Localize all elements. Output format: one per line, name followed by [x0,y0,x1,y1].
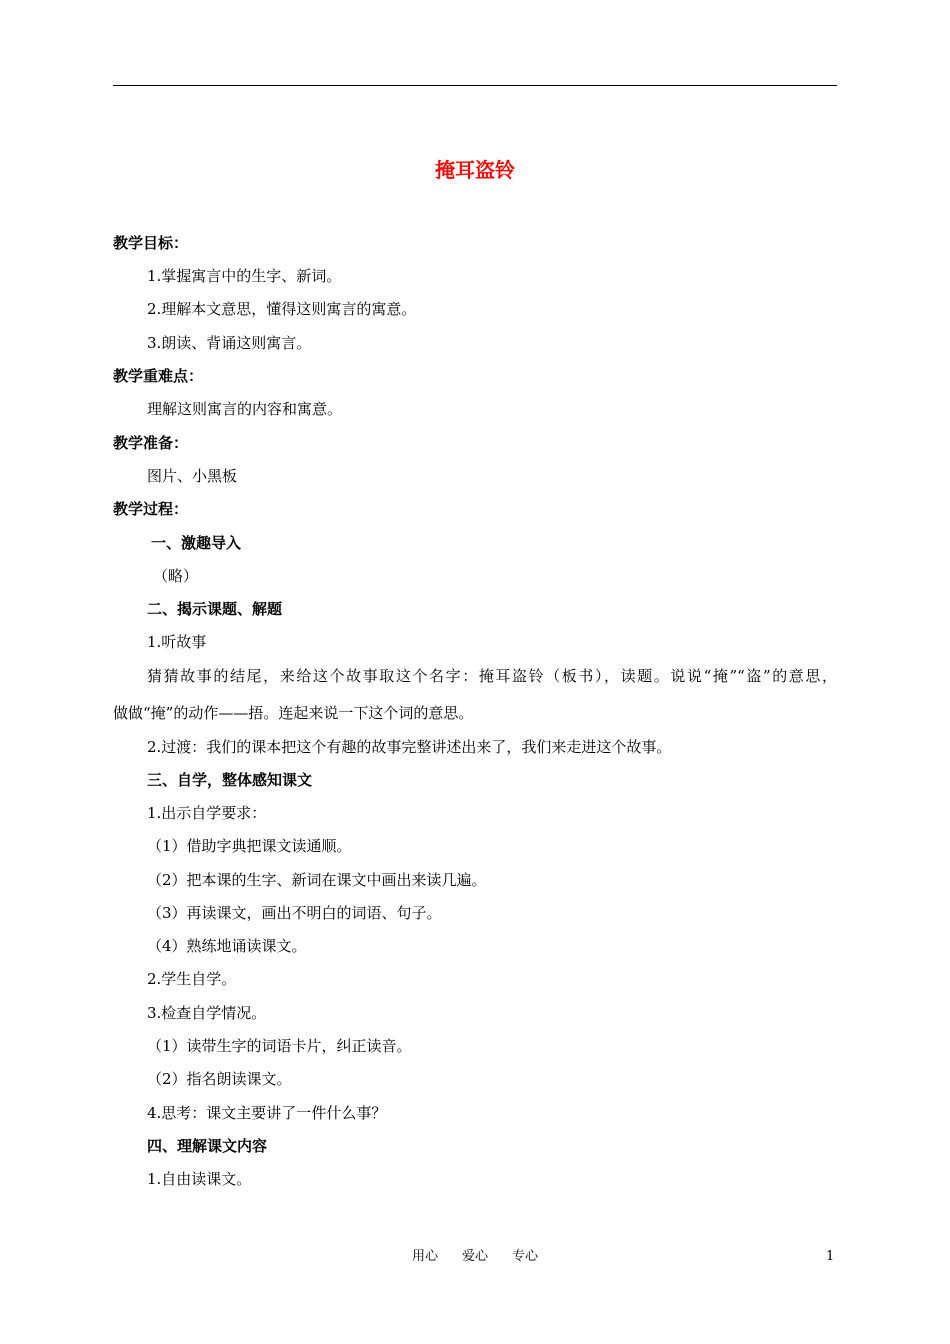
key-points-heading: 教学重难点： [113,367,204,385]
goal-item: 3.朗读、背诵这则寓言。 [147,334,312,352]
step-paragraph-line: 做做“掩”的动作——捂。连起来说一下这个词的意思。 [113,704,474,722]
step-item: 1.自由读课文。 [147,1170,252,1188]
step-sub-item: （1）借助字典把课文读通顺。 [147,837,352,855]
step-paragraph-line: 猜猜故事的结尾，来给这个故事取这个名字：掩耳盗铃（板书），读题。说说“掩”“盗”的意思， [147,667,837,685]
goal-item: 2.理解本文意思，懂得这则寓言的寓意。 [147,300,417,318]
goals-heading: 教学目标： [113,234,189,252]
step-item: 2.过渡：我们的课本把这个有趣的故事完整讲述出来了，我们来走进这个故事。 [147,738,672,756]
step-title: 三、自学，整体感知课文 [147,771,313,789]
goal-item: 1.掌握寓言中的生字、新词。 [147,267,342,285]
step-item: 2.学生自学。 [147,970,237,988]
key-points-text: 理解这则寓言的内容和寓意。 [147,400,343,418]
step-item: 3.检查自学情况。 [147,1004,267,1022]
step-item: 1.出示自学要求： [147,804,267,822]
page-number: 1 [826,1249,835,1264]
step-sub-item: （4）熟练地诵读课文。 [147,937,307,955]
step-sub-item: （3）再读课文，画出不明白的词语、句子。 [147,904,442,922]
step-title: 四、理解课文内容 [147,1137,268,1155]
preparation-heading: 教学准备： [113,434,189,452]
preparation-text: 图片、小黑板 [147,467,238,485]
step-item: 4.思考：课文主要讲了一件什么事？ [147,1104,387,1122]
step-sub-item: （1）读带生字的词语卡片，纠正读音。 [147,1037,412,1055]
header-rule [113,85,837,86]
step-item: 1.听故事 [147,633,207,651]
footer-motto: 爱心 [461,1249,488,1264]
step-text: （略） [153,567,199,585]
step-title: 二、揭示课题、解题 [147,600,283,618]
footer-motto: 用心 [411,1249,438,1264]
footer-motto: 专心 [512,1249,539,1264]
page-footer [0,1248,950,1266]
process-heading: 教学过程： [113,500,189,518]
step-sub-item: （2）把本课的生字、新词在课文中画出来读几遍。 [147,871,487,889]
step-title: 一、激趣导入 [151,534,242,552]
document-title: 掩耳盗铃 [435,158,515,182]
step-sub-item: （2）指名朗读课文。 [147,1070,292,1088]
